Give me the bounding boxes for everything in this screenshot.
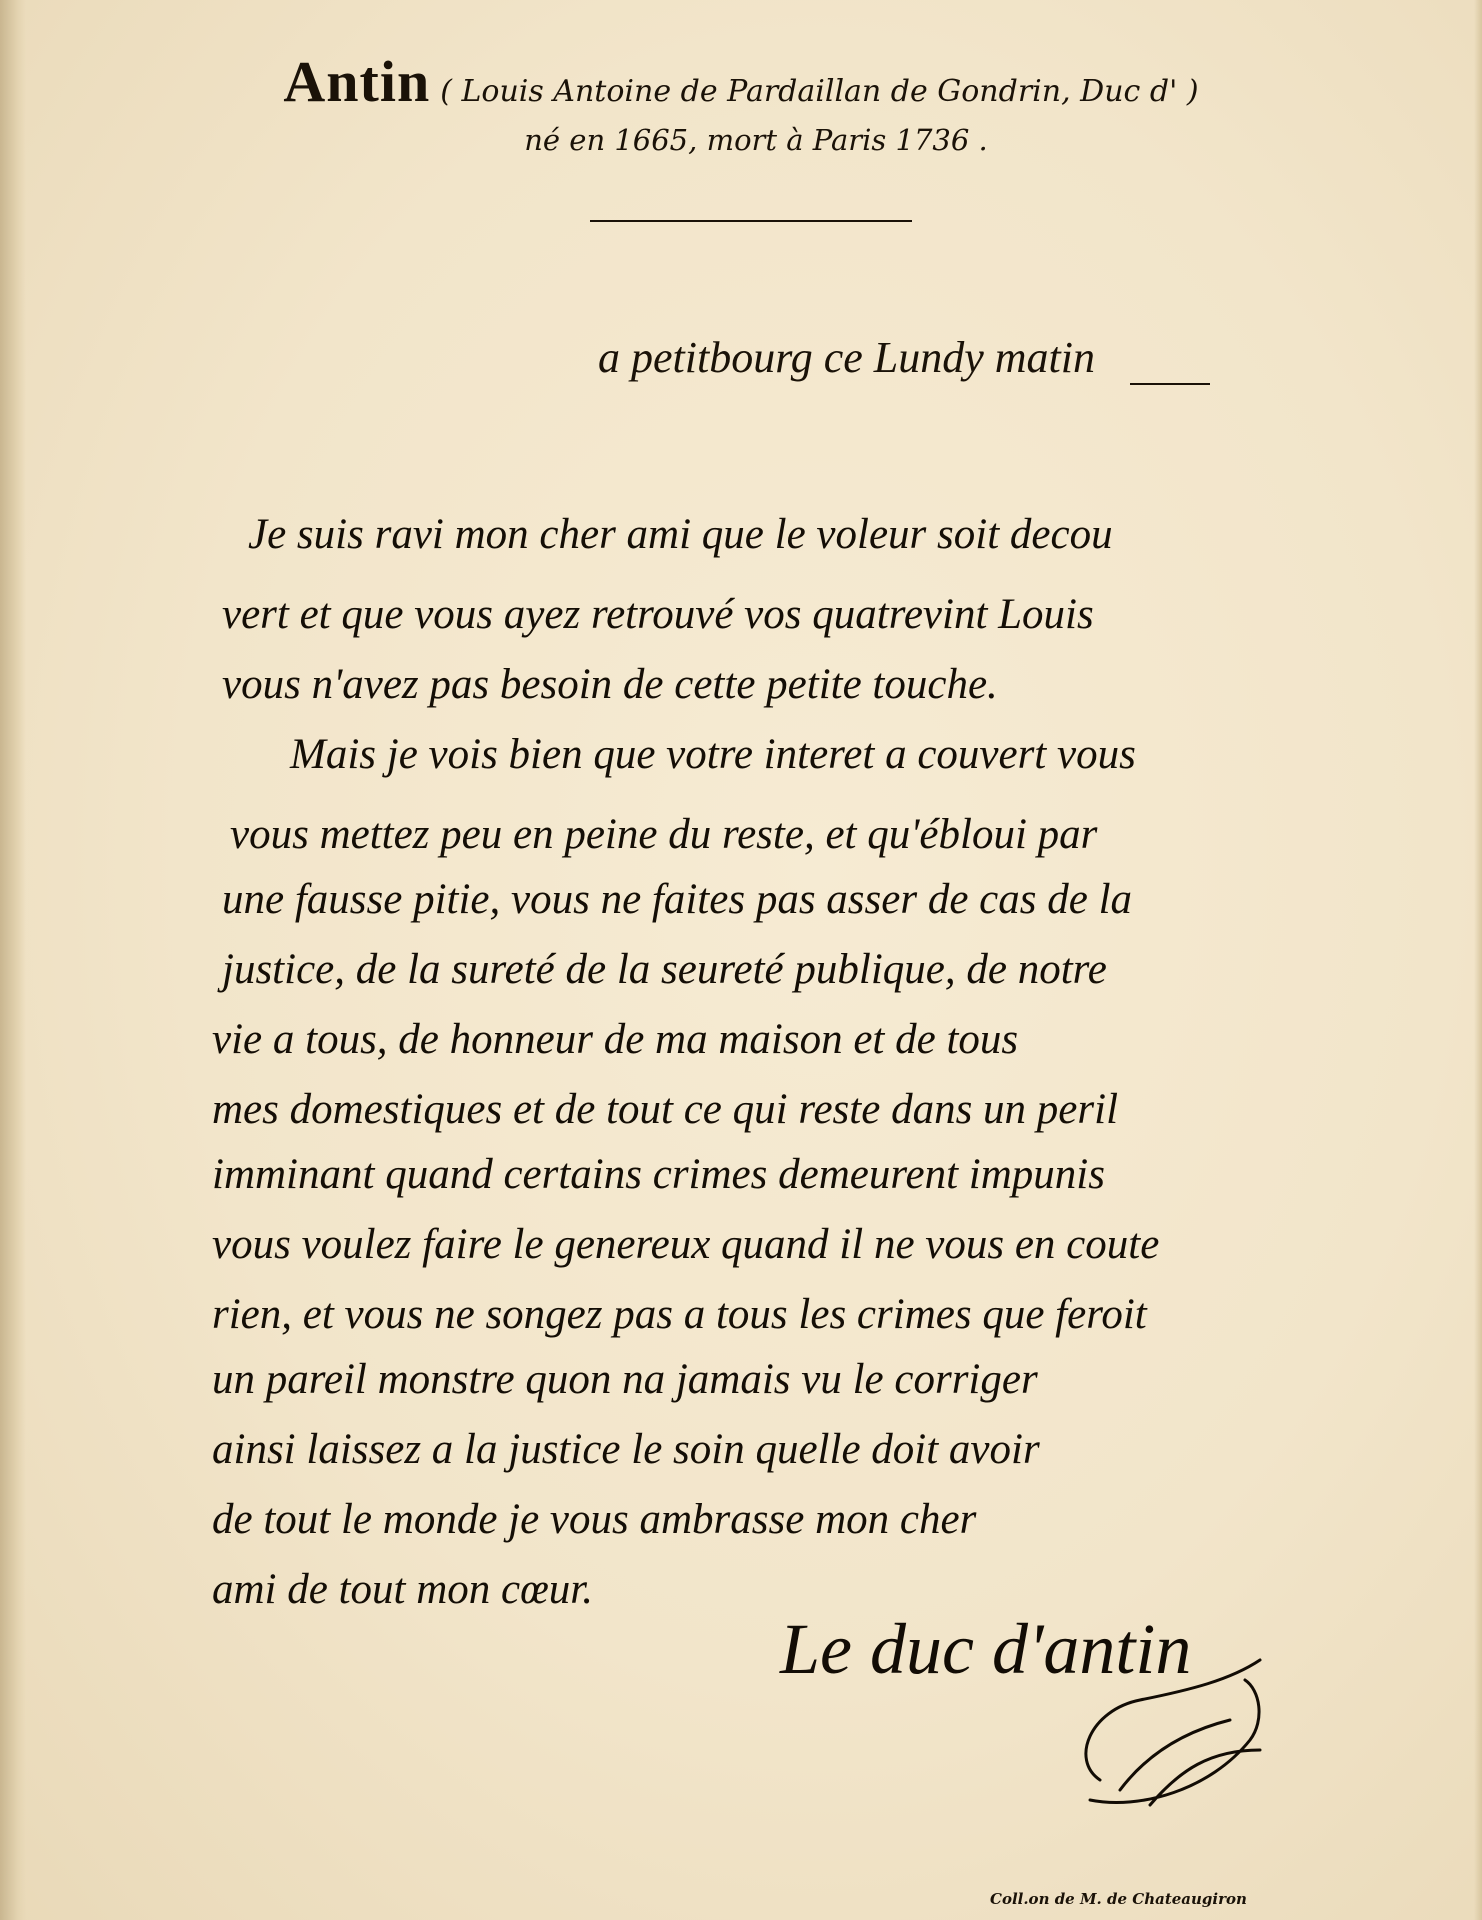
header-name: Antin — [283, 49, 431, 114]
body-line-7: justice, de la sureté de la seureté publique, de notre — [222, 946, 1107, 993]
body-line-9: mes domestiques et de tout ce qui reste dans un peril — [212, 1086, 1119, 1133]
header-title-line — [0, 48, 1482, 115]
body-line-4: Mais je vois bien que votre interet a couvert vous — [290, 731, 1136, 778]
body-line-15: de tout le monde je vous ambrasse mon cher — [212, 1496, 977, 1543]
body-line-3: vous n'avez pas besoin de cette petite touche. — [222, 661, 998, 708]
body-line-2: vert et que vous ayez retrouvé vos quatrevint Louis — [222, 591, 1094, 638]
body-line-5: vous mettez peu en peine du reste, et qu'ébloui par — [230, 811, 1098, 858]
body-line-1: Je suis ravi mon cher ami que le voleur soit decou — [248, 511, 1113, 558]
body-line-6: une fausse pitie, vous ne faites pas asser de cas de la — [222, 876, 1133, 923]
letter-header — [0, 48, 1482, 157]
page-binding-edge — [0, 0, 26, 1920]
body-line-12: rien, et vous ne songez pas a tous les crimes que feroit — [212, 1291, 1147, 1338]
dateline-underline — [1130, 383, 1210, 385]
header-divider — [590, 220, 912, 222]
header-title-paren: ( Louis Antoine de Pardaillan de Gondrin, Duc d' ) — [440, 74, 1199, 109]
body-line-14: ainsi laissez a la justice le soin quelle doit avoir — [212, 1426, 1040, 1473]
header-dates: né en 1665, mort à Paris 1736 . — [524, 123, 988, 157]
body-line-10: imminant quand certains crimes demeurent impunis — [212, 1151, 1105, 1198]
letter-dateline: a petitbourg ce Lundy matin — [598, 333, 1095, 382]
collection-stamp: Coll.on de M. de Chateaugiron — [990, 1890, 1247, 1908]
signature-paraph-flourish — [1060, 1640, 1280, 1820]
body-line-16: ami de tout mon cœur. — [212, 1566, 594, 1613]
body-line-13: un pareil monstre quon na jamais vu le corriger — [212, 1356, 1038, 1403]
letter-signature: Le duc d'antin — [780, 1609, 1192, 1689]
body-line-8: vie a tous, de honneur de ma maison et de tous — [212, 1016, 1019, 1063]
page-right-edge — [1474, 0, 1482, 1920]
body-line-11: vous voulez faire le genereux quand il ne vous en coute — [212, 1221, 1160, 1268]
